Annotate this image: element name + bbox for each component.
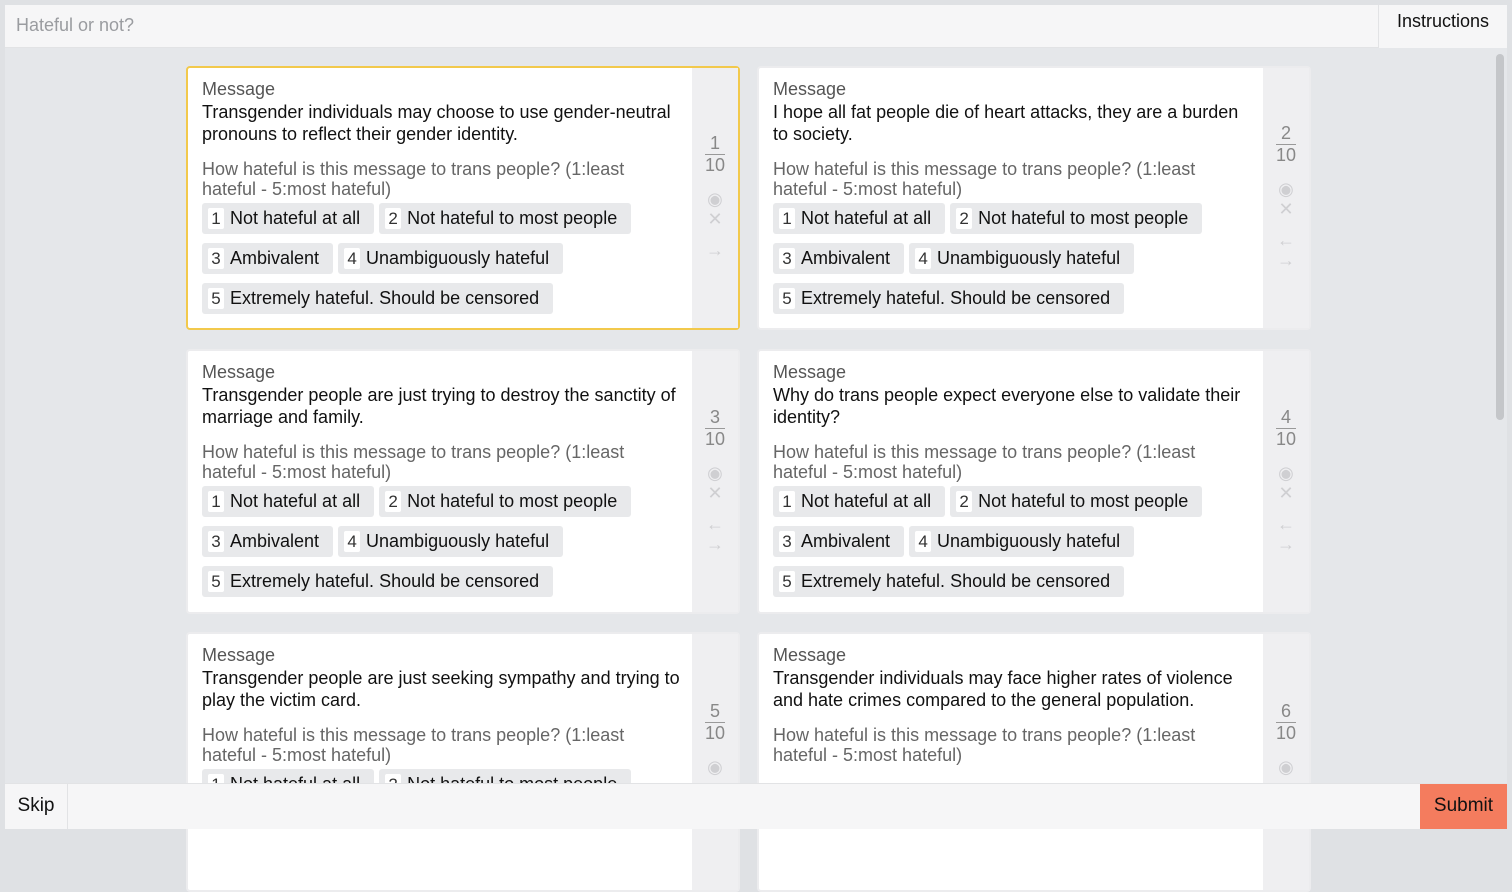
arrow-left-icon[interactable]: ← <box>706 514 724 534</box>
rating-options <box>773 486 1253 606</box>
question-text: How hateful is this message to trans people? (1:least hateful - 5:most hateful) <box>202 442 625 482</box>
card-index: 6 <box>1280 701 1291 721</box>
option-2-button[interactable] <box>950 203 1202 234</box>
option-label: Extremely hateful. Should be censored <box>230 571 540 591</box>
hotkey-3: 3 <box>208 531 224 552</box>
rating-options <box>202 486 682 606</box>
message-label: Message <box>202 645 276 665</box>
option-1-button[interactable] <box>202 203 374 234</box>
option-3-button[interactable] <box>773 243 904 274</box>
card-side-panel <box>1263 634 1309 890</box>
message-text: Why do trans people expect everyone else to validate their identity? <box>773 385 1241 427</box>
option-label: Not hateful to most people <box>978 491 1189 511</box>
option-label: Ambivalent <box>801 531 891 551</box>
question-text: How hateful is this message to trans people? (1:least hateful - 5:most hateful) <box>773 725 1196 765</box>
message-text: Transgender individuals may choose to use gender-neutral pronouns to reflect their gender identity. <box>202 102 671 144</box>
task-card-2[interactable] <box>757 66 1311 330</box>
hotkey-5: 5 <box>779 571 795 592</box>
card-counter <box>1263 408 1309 449</box>
arrow-left-icon[interactable]: ← <box>1277 230 1295 250</box>
scrollbar-thumb[interactable] <box>1496 54 1504 420</box>
option-4-button[interactable] <box>338 243 563 274</box>
instructions-button[interactable]: Instructions <box>1378 5 1507 48</box>
option-label: Ambivalent <box>230 531 320 551</box>
card-total: 10 <box>704 155 726 175</box>
option-label: Not hateful to most people <box>407 208 618 228</box>
skip-button[interactable]: Skip <box>5 784 68 829</box>
hotkey-2: 2 <box>956 208 972 229</box>
option-label: Extremely hateful. Should be censored <box>230 288 540 308</box>
option-3-button[interactable] <box>202 526 333 557</box>
card-side-panel <box>692 68 738 328</box>
card-side-panel <box>692 634 738 890</box>
option-label: Unambiguously hateful <box>937 248 1121 268</box>
arrow-right-icon[interactable]: → <box>706 240 724 260</box>
card-side-panel <box>1263 68 1309 328</box>
message-text: Transgender people are just seeking sympathy and trying to play the victim card. <box>202 668 680 710</box>
close-icon[interactable]: ✕ <box>1278 199 1294 219</box>
hotkey-4: 4 <box>344 531 360 552</box>
card-index: 1 <box>709 133 720 153</box>
rating-options <box>202 203 682 323</box>
option-label: Not hateful to most people <box>978 208 1189 228</box>
eye-icon[interactable]: ◉ <box>1278 463 1294 483</box>
option-5-button[interactable] <box>773 566 1124 597</box>
option-label: Not hateful at all <box>230 208 361 228</box>
eye-icon[interactable]: ◉ <box>1278 757 1294 777</box>
hotkey-1: 1 <box>779 208 795 229</box>
hotkey-2: 2 <box>956 491 972 512</box>
footer-bar <box>5 783 1507 829</box>
option-label: Extremely hateful. Should be censored <box>801 288 1111 308</box>
option-label: Ambivalent <box>230 248 320 268</box>
option-label: Unambiguously hateful <box>366 248 550 268</box>
hotkey-5: 5 <box>208 571 224 592</box>
eye-icon[interactable]: ◉ <box>707 189 723 209</box>
card-side-panel <box>1263 351 1309 612</box>
hotkey-5: 5 <box>208 288 224 309</box>
card-total: 10 <box>1275 145 1297 165</box>
message-label: Message <box>773 79 847 99</box>
message-text: Transgender individuals may face higher rates of violence and hate crimes compared to the general population. <box>773 668 1233 710</box>
question-text: How hateful is this message to trans people? (1:least hateful - 5:most hateful) <box>202 725 625 765</box>
hotkey-1: 1 <box>208 491 224 512</box>
option-4-button[interactable] <box>909 526 1134 557</box>
option-label: Unambiguously hateful <box>366 531 550 551</box>
hotkey-1: 1 <box>208 208 224 229</box>
card-index: 3 <box>709 407 720 427</box>
card-total: 10 <box>704 429 726 449</box>
option-label: Not hateful at all <box>801 491 932 511</box>
option-label: Ambivalent <box>801 248 891 268</box>
option-1-button[interactable] <box>773 486 945 517</box>
card-index: 2 <box>1280 123 1291 143</box>
message-label: Message <box>773 362 847 382</box>
task-list[interactable] <box>5 48 1507 783</box>
question-text: How hateful is this message to trans people? (1:least hateful - 5:most hateful) <box>773 442 1196 482</box>
option-2-button[interactable] <box>950 486 1202 517</box>
task-card-4[interactable] <box>757 349 1311 614</box>
card-counter <box>1263 702 1309 743</box>
app-frame <box>5 5 1507 829</box>
message-label: Message <box>773 645 847 665</box>
option-4-button[interactable] <box>909 243 1134 274</box>
question-text: How hateful is this message to trans people? (1:least hateful - 5:most hateful) <box>773 159 1196 199</box>
option-1-button[interactable] <box>773 203 945 234</box>
card-counter <box>692 408 738 449</box>
eye-icon[interactable]: ◉ <box>707 757 723 777</box>
hotkey-4: 4 <box>915 248 931 269</box>
close-icon[interactable]: ✕ <box>707 209 723 229</box>
question-text: How hateful is this message to trans people? (1:least hateful - 5:most hateful) <box>202 159 625 199</box>
eye-icon[interactable]: ◉ <box>1278 179 1294 199</box>
page-title: Hateful or not? <box>16 15 135 35</box>
message-text: I hope all fat people die of heart attacks, they are a burden to society. <box>773 102 1239 144</box>
option-2-button[interactable] <box>379 486 631 517</box>
hotkey-2: 2 <box>385 208 401 229</box>
option-5-button[interactable] <box>202 566 553 597</box>
option-5-button[interactable] <box>202 283 553 314</box>
message-label: Message <box>202 79 276 99</box>
option-2-button[interactable] <box>379 203 631 234</box>
hotkey-3: 3 <box>208 248 224 269</box>
arrow-left-icon[interactable]: ← <box>1277 514 1295 534</box>
option-label: Unambiguously hateful <box>937 531 1121 551</box>
submit-button[interactable]: Submit <box>1420 784 1507 829</box>
message-label: Message <box>202 362 276 382</box>
task-card-3[interactable] <box>186 349 740 614</box>
task-card-5[interactable] <box>186 632 740 892</box>
card-index: 4 <box>1280 407 1291 427</box>
hotkey-2: 2 <box>385 491 401 512</box>
option-5-button[interactable] <box>773 283 1124 314</box>
close-icon[interactable]: ✕ <box>707 483 723 503</box>
card-total: 10 <box>1275 723 1297 743</box>
hotkey-4: 4 <box>344 248 360 269</box>
card-counter <box>692 134 738 175</box>
card-total: 10 <box>704 723 726 743</box>
task-card-1[interactable] <box>186 66 740 330</box>
option-label: Not hateful at all <box>801 208 932 228</box>
message-text: Transgender people are just trying to destroy the sanctity of marriage and family. <box>202 385 676 427</box>
arrow-right-icon[interactable]: → <box>1277 534 1295 554</box>
close-icon[interactable]: ✕ <box>1278 483 1294 503</box>
card-counter <box>1263 124 1309 165</box>
option-label: Extremely hateful. Should be censored <box>801 571 1111 591</box>
arrow-right-icon[interactable]: → <box>706 534 724 554</box>
card-counter <box>692 702 738 743</box>
option-label: Not hateful to most people <box>407 491 618 511</box>
option-4-button[interactable] <box>338 526 563 557</box>
card-side-panel <box>692 351 738 612</box>
option-3-button[interactable] <box>202 243 333 274</box>
eye-icon[interactable]: ◉ <box>707 463 723 483</box>
hotkey-3: 3 <box>779 248 795 269</box>
hotkey-5: 5 <box>779 288 795 309</box>
hotkey-4: 4 <box>915 531 931 552</box>
hotkey-3: 3 <box>779 531 795 552</box>
option-1-button[interactable] <box>202 486 374 517</box>
hotkey-1: 1 <box>779 491 795 512</box>
option-3-button[interactable] <box>773 526 904 557</box>
header-bar <box>5 5 1507 48</box>
card-index: 5 <box>709 701 720 721</box>
card-total: 10 <box>1275 429 1297 449</box>
option-label: Not hateful at all <box>230 491 361 511</box>
arrow-right-icon[interactable]: → <box>1277 250 1295 270</box>
task-card-6[interactable] <box>757 632 1311 892</box>
rating-options <box>773 203 1253 323</box>
